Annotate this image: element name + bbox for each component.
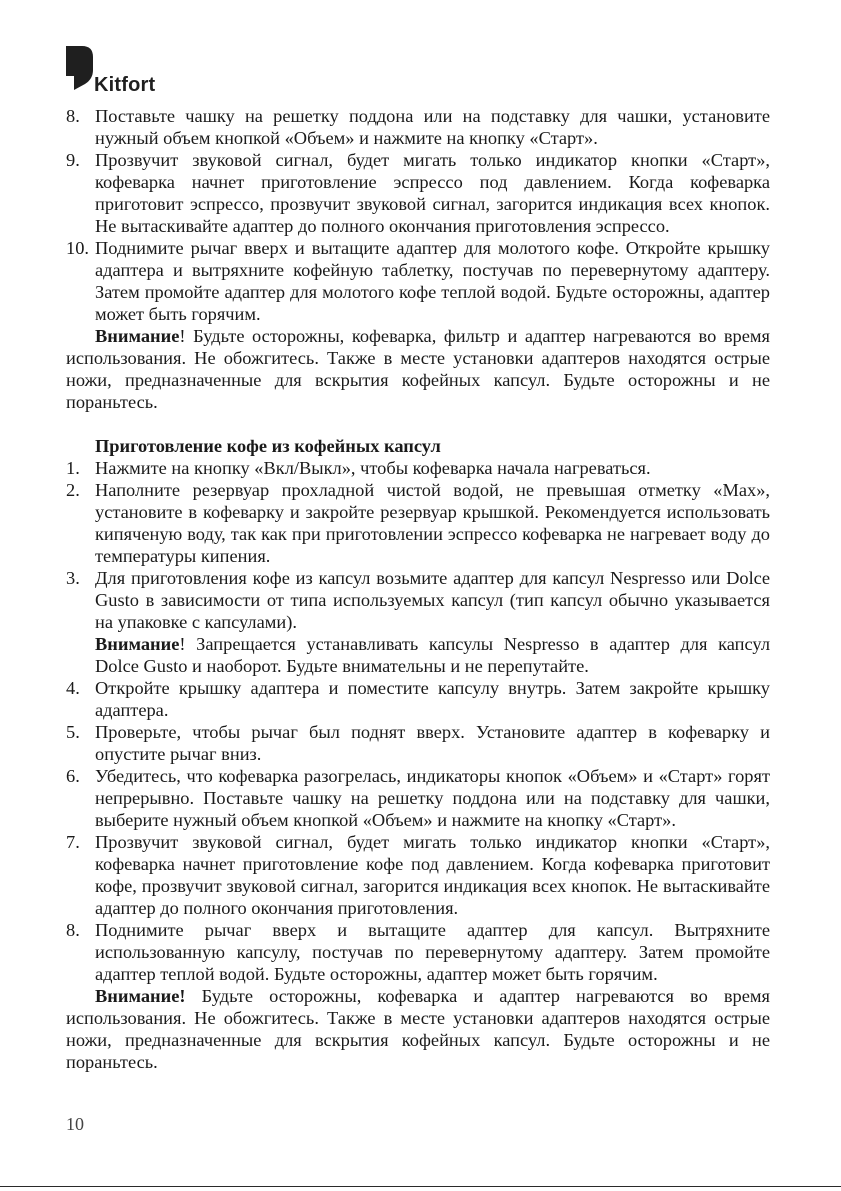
warning-text: Будьте осторожны, кофеварка и адаптер нагреваются во время использования. Не обожгитесь. Также в месте установки адаптеров находятся острые ножи, предназначенные для вскрытия кофейных капсул. Будьте осторожны и не пораньтесь. [66,986,770,1072]
warning-label: Внимание [95,634,180,654]
list-item-number: 5. [66,722,80,742]
warning-paragraph [66,325,770,413]
list-item-text: Убедитесь, что кофеварка разогрелась, индикаторы кнопок «Объем» и «Старт» горят непрерывно. Поставьте чашку на решетку поддона или на подставку для чашки, выберите нужный объем кнопкой «Объем» и нажмите на кнопку «Старт». [95,766,770,830]
list-item-number: 6. [66,766,80,786]
warning-paragraph [66,633,770,677]
list-item-number: 4. [66,678,80,698]
list-item [66,677,770,721]
section-gap [66,413,770,435]
list-item [66,237,770,325]
list-item [66,567,770,633]
list-item [66,479,770,567]
manual-content [66,105,770,1073]
list-item-number: 8. [66,106,80,126]
list-item [66,765,770,831]
warning-label: Внимание [95,326,180,346]
page-number: 10 [66,1114,84,1134]
list-item-text: Проверьте, чтобы рычаг был поднят вверх. Установите адаптер в кофеварку и опустите рычаг вниз. [95,722,770,764]
list-item-text: Прозвучит звуковой сигнал, будет мигать только индикатор кнопки «Старт», кофеварка начнет приготовление кофе под давлением. Когда кофеварка приготовит кофе, прозвучит звуковой сигнал, загорится индикация всех кнопок. Не вытаскивайте адаптер до полного окончания приготовления. [95,832,770,918]
list-item-text: Поднимите рычаг вверх и вытащите адаптер для молотого кофе. Откройте крышку адаптера и вытряхните кофейную таблетку, постучав по перевернутому адаптеру. Затем промойте адаптер для молотого кофе теплой водой. Будьте осторожны, адаптер может быть горячим. [95,238,770,324]
list-item-number: 2. [66,480,80,500]
kitfort-logo-icon [66,46,94,90]
list-item [66,105,770,149]
list-item-number: 1. [66,458,80,478]
list-item-text: Поставьте чашку на решетку поддона или на подставку для чашки, установите нужный объем кнопкой «Объем» и нажмите на кнопку «Старт». [95,106,770,148]
list-item-number: 9. [66,150,80,170]
page-header [66,46,266,96]
section-heading: Приготовление кофе из кофейных капсул [95,436,441,456]
list-item-text: Нажмите на кнопку «Вкл/Выкл», чтобы кофеварка начала нагреваться. [95,458,651,478]
list-item-number: 7. [66,832,80,852]
list-item-number: 10. [66,238,89,258]
warning-text: ! Запрещается устанавливать капсулы Nespresso в адаптер для капсул Dolce Gusto и наоборот. Будьте внимательны и не перепутайте. [95,634,770,676]
warning-label: Внимание! [95,986,186,1006]
list-item-number: 8. [66,920,80,940]
list-item-text: Наполните резервуар прохладной чистой водой, не превышая отметку «Max», установите в кофеварку и закройте резервуар крышкой. Рекомендуется использовать кипяченую воду, так как при приготовлении эспрессо кофеварка не нагревает воду до температуры кипения. [95,480,770,566]
list-item-text: Прозвучит звуковой сигнал, будет мигать только индикатор кнопки «Старт», кофеварка начнет приготовление эспрессо под давлением. Когда кофеварка приготовит эспрессо, прозвучит звуковой сигнал, загорится индикация всех кнопок. Не вытаскивайте адаптер до полного окончания приготовления эспрессо. [95,150,770,236]
list-item [66,721,770,765]
brand-name: Kitfort [94,74,156,96]
page-bottom-rule [0,1186,841,1187]
list-item-number: 3. [66,568,80,588]
list-item [66,831,770,919]
list-item [66,457,770,479]
list-item-text: Для приготовления кофе из капсул возьмите адаптер для капсул Nespresso или Dolce Gusto в зависимости от типа используемых капсул (тип капсул обычно указывается на упаковке с капсулами). [95,568,770,632]
warning-paragraph [66,985,770,1073]
list-item [66,149,770,237]
warning-text: ! Будьте осторожны, кофеварка, фильтр и адаптер нагреваются во время использования. Не обожгитесь. Также в месте установки адаптеров находятся острые ножи, предназначенные для вскрытия кофейных капсул. Будьте осторожны и не пораньтесь. [66,326,770,412]
list-item-text: Поднимите рычаг вверх и вытащите адаптер для капсул. Вытряхните использованную капсулу, постучав по перевернутому адаптеру. Затем промойте адаптер теплой водой. Будьте осторожны, адаптер может быть горячим. [95,920,770,984]
list-item [66,919,770,985]
list-item-text: Откройте крышку адаптера и поместите капсулу внутрь. Затем закройте крышку адаптера. [95,678,770,720]
